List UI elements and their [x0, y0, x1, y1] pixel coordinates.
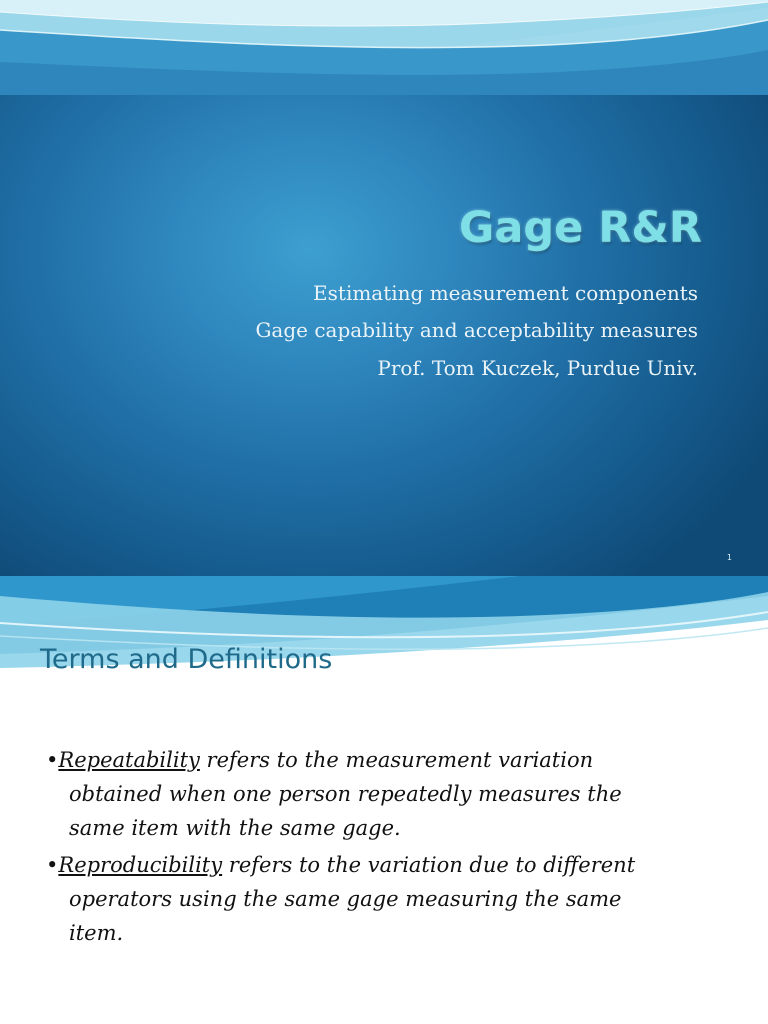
- defined-term: Reproducibility: [58, 853, 223, 877]
- subtitle-line: Estimating measurement components: [313, 281, 698, 305]
- definition-text: refers to the measurement variation: [199, 748, 594, 772]
- defined-term: Repeatability: [58, 748, 200, 772]
- definition-text: item.: [69, 921, 124, 945]
- content-slide: [0, 576, 768, 1024]
- subtitle-line: Gage capability and acceptability measures: [255, 318, 698, 342]
- definition-text: same item with the same gage.: [69, 816, 401, 840]
- definition-bullet-repeatability: [46, 743, 726, 845]
- bullet-marker: •: [46, 748, 59, 772]
- slide-heading: Terms and Definitions: [40, 644, 333, 675]
- decorative-wave: [0, 0, 768, 95]
- bullet-marker: •: [46, 853, 59, 877]
- subtitle-line: Prof. Tom Kuczek, Purdue Univ.: [377, 356, 698, 380]
- definition-text: obtained when one person repeatedly measures the: [69, 782, 622, 806]
- slide-number: 1: [726, 553, 732, 562]
- slide-title: Gage R&R: [459, 203, 702, 253]
- definition-text: operators using the same gage measuring the same: [69, 887, 622, 911]
- definition-bullet-reproducibility: [46, 848, 726, 950]
- definition-text: refers to the variation due to different: [222, 853, 636, 877]
